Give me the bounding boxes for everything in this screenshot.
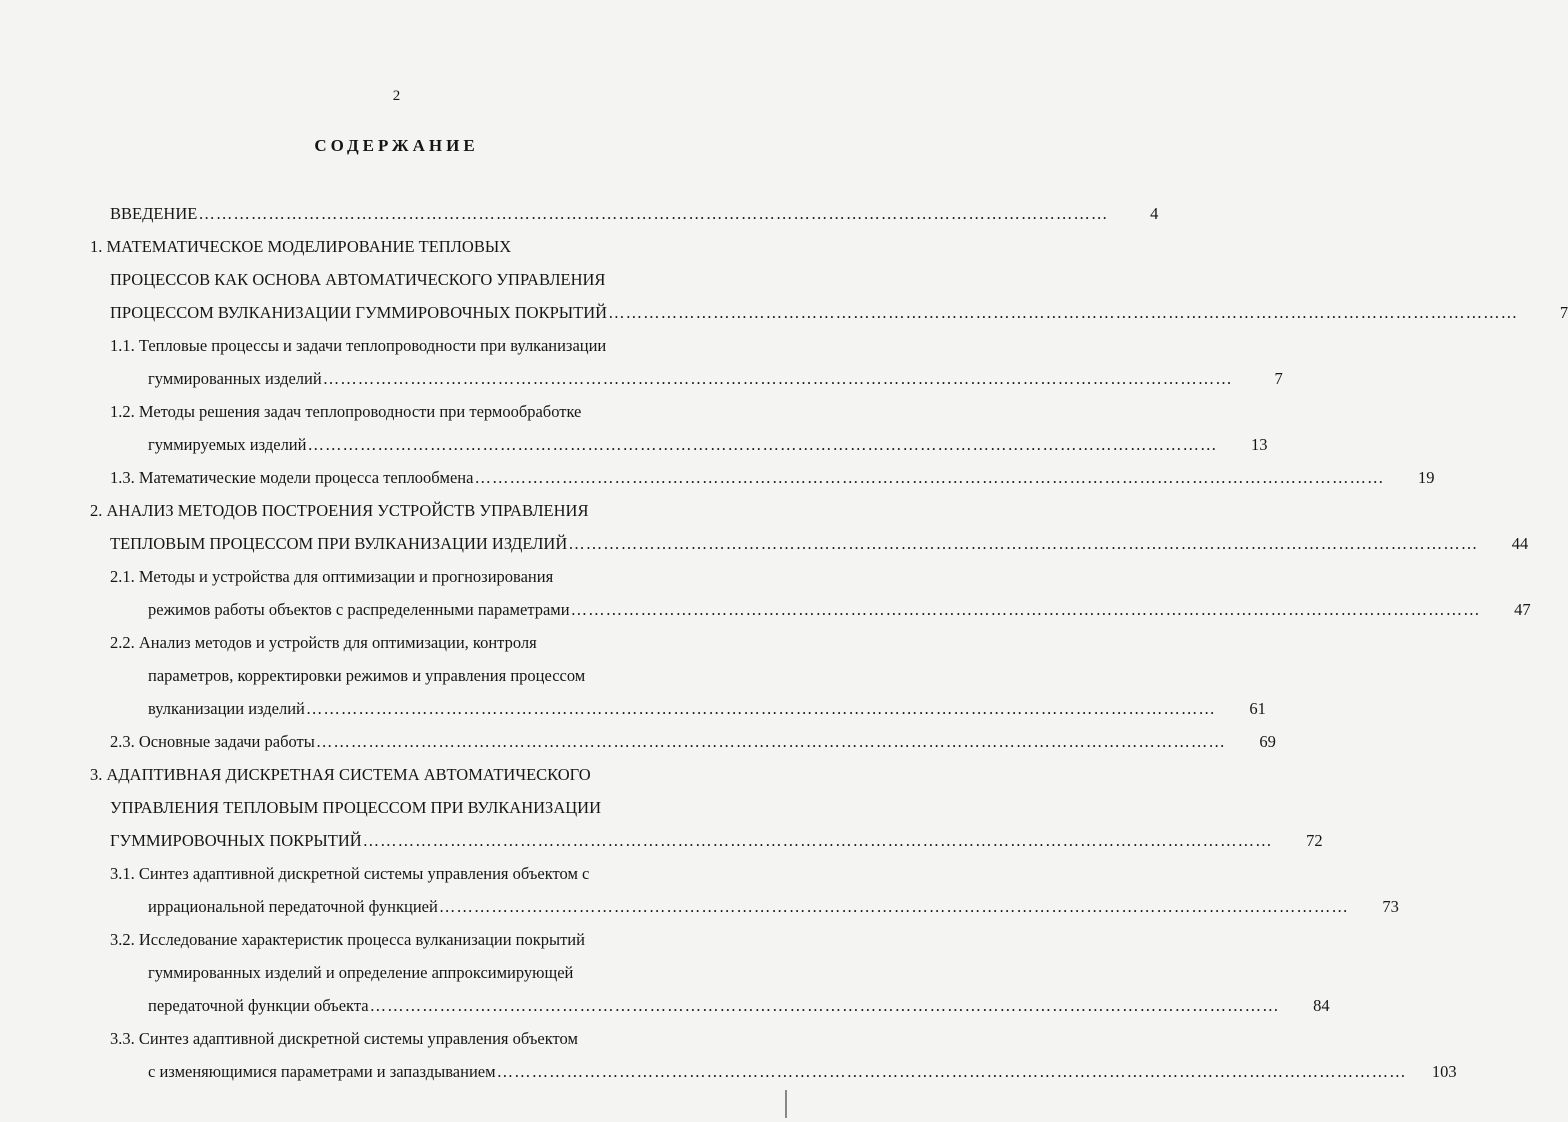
leader-dots: ………………………………………………………………………………………………………………………………………… bbox=[496, 1062, 1407, 1081]
toc-entry-text: иррациональной передаточной функцией bbox=[148, 897, 438, 916]
toc-entry-text: режимов работы объектов с распределенными параметрами bbox=[148, 600, 570, 619]
toc-entry-text: ПРОЦЕССОМ ВУЛКАНИЗАЦИИ ГУММИРОВОЧНЫХ ПОКРЫТИЙ bbox=[110, 303, 608, 322]
toc-entry-text: 1.3. Математические модели процесса теплообмена bbox=[110, 468, 474, 487]
toc-entry-text: ВВЕДЕНИЕ bbox=[110, 204, 198, 223]
leader-dots: ………………………………………………………………………………………………………………………………………… bbox=[438, 897, 1349, 916]
leader-dots: ………………………………………………………………………………………………………………………………………… bbox=[198, 204, 1109, 223]
toc-page-number: 73 bbox=[1382, 897, 1399, 916]
leader-dots: ………………………………………………………………………………………………………………………………………… bbox=[568, 534, 1479, 553]
toc-entry-text: гуммированных изделий bbox=[148, 369, 322, 388]
toc-section-2-1-line-1: 2.1. Методы и устройства для оптимизации и прогнозирования bbox=[110, 567, 554, 586]
toc-chapter-2-line-1: 2. АНАЛИЗ МЕТОДОВ ПОСТРОЕНИЯ УСТРОЙСТВ УПРАВЛЕНИЯ bbox=[90, 501, 589, 520]
toc-page-number: 4 bbox=[1150, 204, 1159, 223]
leader-dots: ………………………………………………………………………………………………………………………………………… bbox=[305, 699, 1216, 718]
toc-section-3-2 bbox=[148, 996, 1330, 1016]
toc-section-2-2-line-1: 2.2. Анализ методов и устройств для оптимизации, контроля bbox=[110, 633, 537, 652]
leader-dots: ………………………………………………………………………………………………………………………………………… bbox=[315, 732, 1226, 751]
toc-section-1-3 bbox=[110, 468, 1435, 488]
toc-section-2-1 bbox=[148, 600, 1531, 620]
page-title: СОДЕРЖАНИЕ bbox=[314, 136, 479, 155]
toc-page-number: 19 bbox=[1417, 468, 1435, 487]
page-number: 2 bbox=[392, 88, 401, 104]
toc-section-3-2-line-2: гуммированных изделий и определение аппроксимирующей bbox=[148, 963, 574, 982]
leader-dots: ………………………………………………………………………………………………………………………………………… bbox=[307, 435, 1218, 454]
toc-page-number: 44 bbox=[1511, 534, 1529, 553]
leader-dots: ………………………………………………………………………………………………………………………………………… bbox=[608, 303, 1519, 322]
leader-dots: ………………………………………………………………………………………………………………………………………… bbox=[369, 996, 1280, 1015]
leader-dots: ………………………………………………………………………………………………………………………………………… bbox=[570, 600, 1481, 619]
toc-entry-text: ГУММИРОВОЧНЫХ ПОКРЫТИЙ bbox=[110, 831, 362, 850]
toc-section-1-1 bbox=[148, 369, 1283, 389]
toc-section-1-2 bbox=[148, 435, 1268, 455]
toc-section-3-1 bbox=[148, 897, 1399, 917]
leader-dots: ………………………………………………………………………………………………………………………………………… bbox=[474, 468, 1385, 487]
toc-section-1-2-line-1: 1.2. Методы решения задач теплопроводности при термообработке bbox=[110, 402, 582, 421]
toc-entry-text: вулканизации изделий bbox=[148, 699, 305, 718]
toc-page-number: 7 bbox=[1559, 303, 1568, 322]
toc-entry-text: передаточной функции объекта bbox=[148, 996, 369, 1015]
toc-page-number: 103 bbox=[1431, 1062, 1457, 1081]
scan-edge-mark bbox=[785, 1090, 787, 1118]
toc-page-number: 84 bbox=[1313, 996, 1330, 1015]
toc-chapter-3 bbox=[110, 831, 1323, 851]
toc-section-2-2-line-2: параметров, корректировки режимов и управления процессом bbox=[148, 666, 586, 685]
toc-section-3-1-line-1: 3.1. Синтез адаптивной дискретной системы управления объектом с bbox=[110, 864, 590, 883]
toc-page-number: 69 bbox=[1259, 732, 1276, 751]
toc-entry-text: ТЕПЛОВЫМ ПРОЦЕССОМ ПРИ ВУЛКАНИЗАЦИИ ИЗДЕЛИЙ bbox=[110, 534, 568, 553]
toc-page-number: 61 bbox=[1249, 699, 1266, 718]
toc-page-number: 13 bbox=[1250, 435, 1268, 454]
toc-section-2-2 bbox=[148, 699, 1266, 719]
toc-entry-text: 2.3. Основные задачи работы bbox=[110, 732, 315, 751]
toc-section-2-3 bbox=[110, 732, 1276, 752]
toc-section-3-3 bbox=[148, 1062, 1457, 1082]
leader-dots: ………………………………………………………………………………………………………………………………………… bbox=[362, 831, 1273, 850]
toc-page-number: 47 bbox=[1514, 600, 1531, 619]
toc-entry-intro bbox=[110, 204, 1159, 224]
toc-chapter-2 bbox=[110, 534, 1529, 554]
toc-page-number: 72 bbox=[1306, 831, 1323, 850]
toc-chapter-1 bbox=[110, 303, 1568, 323]
toc-page-number: 7 bbox=[1274, 369, 1283, 388]
toc-chapter-1-line-1: 1. МАТЕМАТИЧЕСКОЕ МОДЕЛИРОВАНИЕ ТЕПЛОВЫХ bbox=[90, 237, 512, 256]
toc-section-3-2-line-1: 3.2. Исследование характеристик процесса вулканизации покрытий bbox=[110, 930, 585, 949]
toc-entry-text: гуммируемых изделий bbox=[148, 435, 307, 454]
leader-dots: ………………………………………………………………………………………………………………………………………… bbox=[322, 369, 1233, 388]
toc-chapter-3-line-2: УПРАВЛЕНИЯ ТЕПЛОВЫМ ПРОЦЕССОМ ПРИ ВУЛКАНИЗАЦИИ bbox=[110, 798, 601, 817]
toc-chapter-3-line-1: 3. АДАПТИВНАЯ ДИСКРЕТНАЯ СИСТЕМА АВТОМАТИЧЕСКОГО bbox=[90, 765, 591, 784]
toc-section-1-1-line-1: 1.1. Тепловые процессы и задачи теплопроводности при вулканизации bbox=[110, 336, 607, 355]
toc-entry-text: с изменяющимися параметрами и запаздыванием bbox=[148, 1062, 496, 1081]
toc-section-3-3-line-1: 3.3. Синтез адаптивной дискретной системы управления объектом bbox=[110, 1029, 578, 1048]
toc-chapter-1-line-2: ПРОЦЕССОВ КАК ОСНОВА АВТОМАТИЧЕСКОГО УПРАВЛЕНИЯ bbox=[110, 270, 606, 289]
